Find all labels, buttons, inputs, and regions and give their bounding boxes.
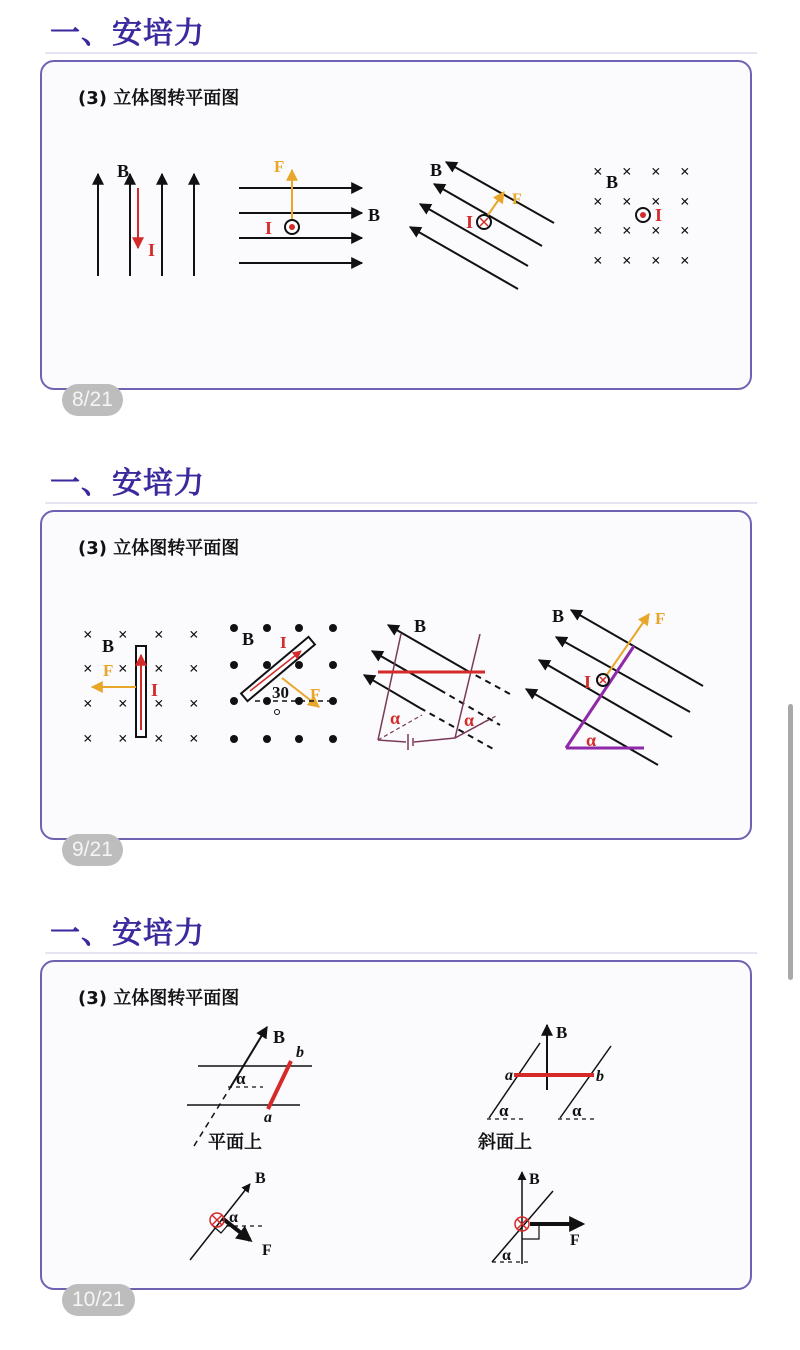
slide-8-figures xyxy=(0,0,800,400)
slide-title: 一、安培力 xyxy=(50,16,205,51)
svg-text:I: I xyxy=(655,205,663,225)
figure-incline-side-view xyxy=(526,610,703,765)
svg-text:B: B xyxy=(430,160,443,180)
svg-text:×: × xyxy=(189,694,199,713)
svg-text:×: × xyxy=(83,729,93,748)
svg-text:B: B xyxy=(556,1023,568,1042)
svg-text:a: a xyxy=(505,1067,513,1084)
svg-text:×: × xyxy=(680,221,690,240)
svg-text:×: × xyxy=(680,162,690,181)
panel-heading: (3) 立体图转平面图 xyxy=(78,88,240,109)
svg-text:B: B xyxy=(368,205,381,225)
svg-text:30: 30 xyxy=(272,683,289,702)
svg-text:B: B xyxy=(606,172,619,192)
slide-9-figures xyxy=(0,450,800,850)
svg-text:×: × xyxy=(680,192,690,211)
svg-text:I: I xyxy=(280,633,287,652)
svg-text:F: F xyxy=(103,661,114,680)
figure-inclined-rails xyxy=(364,625,510,750)
figure-horizontal-field xyxy=(239,170,362,263)
svg-text:I: I xyxy=(466,212,474,232)
svg-text:b: b xyxy=(296,1044,304,1061)
svg-text:×: × xyxy=(651,251,661,270)
svg-text:I: I xyxy=(584,672,592,692)
svg-text:B: B xyxy=(255,1170,266,1187)
svg-text:I: I xyxy=(151,680,159,700)
slide-8 xyxy=(0,0,800,450)
svg-text:F: F xyxy=(310,685,321,704)
svg-text:×: × xyxy=(154,625,164,644)
svg-text:×: × xyxy=(83,694,93,713)
svg-text:F: F xyxy=(512,191,522,208)
svg-text:B: B xyxy=(414,616,427,636)
svg-text:×: × xyxy=(154,694,164,713)
figure-vertical-field xyxy=(98,174,194,276)
current-label: I xyxy=(148,240,156,260)
svg-text:B: B xyxy=(273,1027,286,1047)
svg-text:×: × xyxy=(154,729,164,748)
slide-title: 一、安培力 xyxy=(50,916,205,951)
svg-text:I: I xyxy=(265,218,273,238)
figure-flat-rails xyxy=(187,1027,312,1146)
svg-text:×: × xyxy=(118,659,128,678)
svg-text:B: B xyxy=(242,629,255,649)
svg-text:×: × xyxy=(189,729,199,748)
svg-text:×: × xyxy=(622,221,632,240)
svg-text:×: × xyxy=(593,162,603,181)
slide-9 xyxy=(0,450,800,900)
page-indicator: 8/21 xyxy=(62,384,123,416)
svg-text:F: F xyxy=(655,609,666,628)
svg-text:α: α xyxy=(572,1101,582,1120)
panel-heading: (3) 立体图转平面图 xyxy=(78,988,240,1009)
svg-text:b: b xyxy=(596,1068,604,1085)
svg-text:×: × xyxy=(118,694,128,713)
svg-text:B: B xyxy=(102,636,115,656)
page-indicator: 9/21 xyxy=(62,834,123,866)
svg-text:×: × xyxy=(593,221,603,240)
svg-text:a: a xyxy=(264,1109,272,1126)
svg-text:×: × xyxy=(651,162,661,181)
svg-text:α: α xyxy=(236,1069,246,1088)
svg-text:B: B xyxy=(529,1171,540,1188)
caption-inclined: 斜面上 xyxy=(478,1132,532,1153)
svg-text:×: × xyxy=(83,659,93,678)
svg-text:×: × xyxy=(189,659,199,678)
svg-text:×: × xyxy=(651,192,661,211)
svg-text:×: × xyxy=(622,162,632,181)
svg-text:F: F xyxy=(570,1232,580,1249)
svg-text:×: × xyxy=(118,625,128,644)
caption-flat: 平面上 xyxy=(208,1132,262,1153)
svg-text:×: × xyxy=(680,251,690,270)
svg-text:B: B xyxy=(552,606,565,626)
svg-text:×: × xyxy=(118,729,128,748)
svg-text:×: × xyxy=(154,659,164,678)
panel-heading: (3) 立体图转平面图 xyxy=(78,538,240,559)
svg-text:×: × xyxy=(593,192,603,211)
svg-text:×: × xyxy=(622,192,632,211)
svg-text:×: × xyxy=(189,625,199,644)
page-indicator: 10/21 xyxy=(62,1284,135,1316)
svg-text:α: α xyxy=(502,1247,511,1264)
scrollbar[interactable] xyxy=(788,704,793,980)
slide-title: 一、安培力 xyxy=(50,466,205,501)
svg-text:×: × xyxy=(622,251,632,270)
svg-text:α: α xyxy=(586,730,597,750)
svg-text:α: α xyxy=(229,1209,238,1226)
svg-text:F: F xyxy=(274,157,285,176)
svg-text:α: α xyxy=(499,1101,509,1120)
figure-flat-side-view xyxy=(190,1184,262,1260)
svg-text:×: × xyxy=(651,221,661,240)
svg-text:F: F xyxy=(262,1242,272,1259)
slide-10-figures xyxy=(0,900,800,1300)
slide-10 xyxy=(0,900,800,1350)
svg-text:×: × xyxy=(83,625,93,644)
svg-text:×: × xyxy=(593,251,603,270)
field-label: B xyxy=(117,161,130,181)
figure-diagonal-field xyxy=(410,162,554,289)
svg-text:α: α xyxy=(390,708,401,728)
svg-text:α: α xyxy=(464,710,475,730)
